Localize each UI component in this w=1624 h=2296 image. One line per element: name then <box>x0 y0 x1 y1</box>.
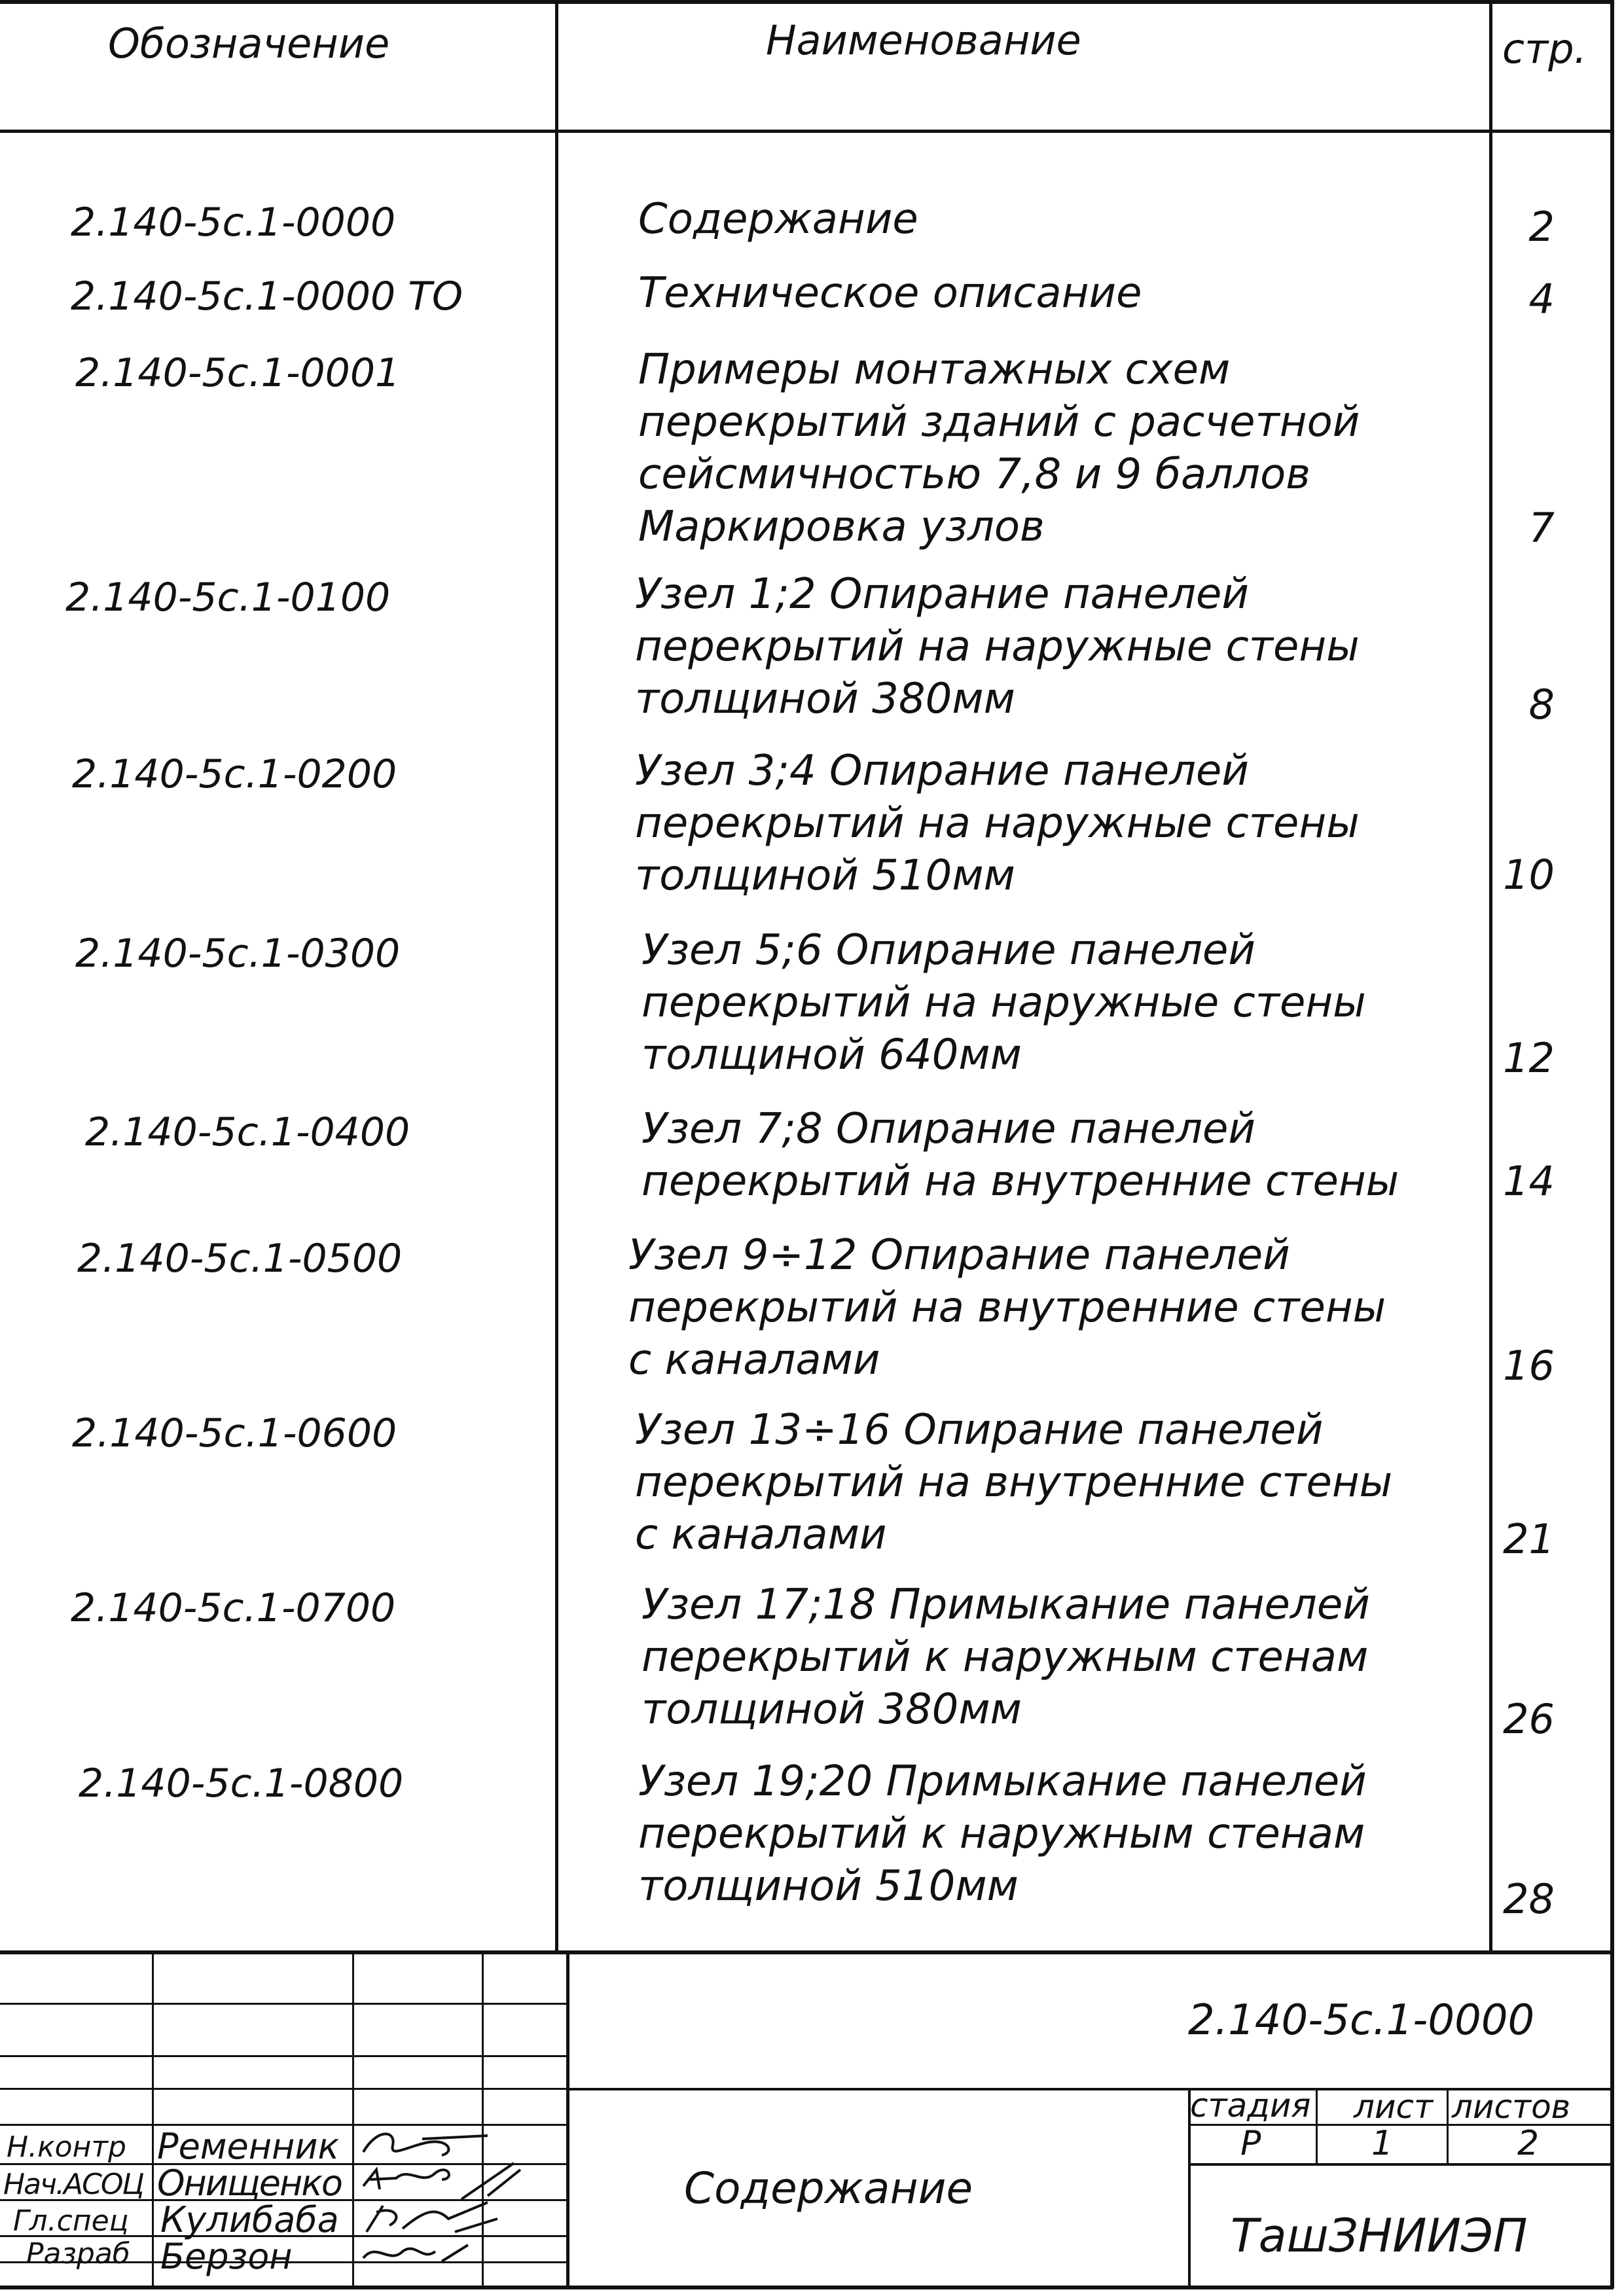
stamp-doc-code: 2.140-5с.1-0000 <box>1188 1996 1535 2045</box>
row-code: 2.140-5с.1-0000 ТО <box>71 274 463 319</box>
stamp-grid-vline <box>352 1952 354 2288</box>
row-page: 12 <box>1503 1034 1555 1082</box>
row-page: 26 <box>1503 1695 1555 1743</box>
row-name-line: Узел 5;6 Опирание панелей <box>641 926 1255 975</box>
row-code: 2.140-5с.1-0500 <box>77 1236 403 1282</box>
frame-top-line <box>0 0 1614 4</box>
row-name <box>635 568 1486 725</box>
header-page: стр. <box>1502 25 1587 73</box>
header-bottom-line <box>0 130 1614 133</box>
row-code: 2.140-5с.1-0400 <box>85 1109 410 1155</box>
row-name <box>638 344 1489 553</box>
col-divider-1 <box>555 0 558 1954</box>
row-name-line: перекрытий на внутренние стены <box>635 1458 1393 1507</box>
row-name-line: перекрытий к наружным стенам <box>641 1633 1369 1681</box>
stamp-sheet-label: лист <box>1354 2088 1434 2126</box>
row-code: 2.140-5с.1-0600 <box>72 1410 397 1456</box>
row-page: 8 <box>1528 681 1555 728</box>
row-name-line: Техническое описание <box>638 269 1142 317</box>
signer-role: Разраб <box>26 2237 130 2270</box>
row-code: 2.140-5с.1-0300 <box>75 931 401 977</box>
row-name-line: Узел 17;18 Примыкание панелей <box>641 1581 1370 1629</box>
stamp-grid-vline <box>152 1952 154 2288</box>
row-name <box>638 193 1489 245</box>
row-page: 16 <box>1503 1342 1555 1390</box>
row-name-line: толщиной 380мм <box>635 675 1015 723</box>
row-page: 10 <box>1503 851 1555 899</box>
row-page: 14 <box>1503 1157 1555 1205</box>
row-name <box>641 1579 1492 1736</box>
row-code: 2.140-5с.1-0700 <box>71 1585 396 1631</box>
frame-bottom-line <box>0 2286 1614 2289</box>
row-name-line: Содержание <box>638 195 918 243</box>
row-page: 7 <box>1528 504 1555 552</box>
header-name: Наименование <box>766 16 1081 64</box>
stamp-sheets-label: листов <box>1452 2088 1571 2126</box>
stamp-sheets-value: 2 <box>1517 2124 1540 2163</box>
row-name <box>641 924 1492 1081</box>
row-name <box>628 1229 1479 1386</box>
header-designation: Обозначение <box>108 20 390 67</box>
stamp-title: Содержание <box>684 2163 973 2214</box>
row-name-line: перекрытий на наружные стены <box>635 799 1360 848</box>
stamp-info-vline <box>1316 2088 1318 2164</box>
row-name-line: перекрытий к наружным стенам <box>638 1810 1365 1858</box>
signer-role: Н.контр <box>7 2130 126 2164</box>
stamp-stage-label: стадия <box>1190 2087 1311 2125</box>
row-page: 2 <box>1528 203 1555 251</box>
signature-4 <box>357 2238 475 2268</box>
stamp-info-line <box>1188 2163 1614 2166</box>
row-name-line: Узел 1;2 Опирание панелей <box>635 570 1249 619</box>
row-name-line: перекрытий на внутренние стены <box>641 1157 1399 1206</box>
signer-role: Нач.АСОЦ <box>3 2168 143 2201</box>
row-page: 21 <box>1503 1515 1555 1563</box>
row-code: 2.140-5с.1-0000 <box>71 200 396 245</box>
stamp-info-vline <box>1447 2088 1449 2164</box>
row-name-line: толщиной 510мм <box>638 1862 1019 1910</box>
row-name-line: толщиной 380мм <box>641 1685 1022 1734</box>
row-name-line: с каналами <box>628 1336 880 1384</box>
row-name-line: Узел 7;8 Опирание панелей <box>641 1105 1255 1153</box>
stamp-org: ТашЗНИИЭП <box>1231 2209 1528 2263</box>
row-code: 2.140-5с.1-0200 <box>72 751 397 797</box>
stamp-sheet-value: 1 <box>1371 2124 1394 2163</box>
signature-1 <box>357 2126 501 2165</box>
row-name-line: Маркировка узлов <box>638 503 1045 551</box>
row-name-line: толщиной 510мм <box>635 852 1015 900</box>
stamp-stage-value: Р <box>1240 2124 1261 2163</box>
row-name-line: с каналами <box>635 1511 887 1559</box>
row-code: 2.140-5с.1-0100 <box>65 575 391 620</box>
row-page: 28 <box>1503 1875 1555 1923</box>
signer-name: Ременник <box>157 2126 340 2167</box>
row-name-line: толщиной 640мм <box>641 1031 1022 1079</box>
row-name-line: перекрытий на наружные стены <box>635 622 1360 671</box>
row-name-line: Узел 3;4 Опирание панелей <box>635 747 1249 795</box>
row-name <box>638 1755 1489 1912</box>
table-bottom-line <box>0 1950 1614 1954</box>
row-name-line: Узел 19;20 Примыкание панелей <box>638 1757 1367 1806</box>
row-name-line: Узел 9÷12 Опирание панелей <box>628 1231 1290 1280</box>
signer-role: Гл.спец <box>13 2204 129 2238</box>
row-name <box>635 1404 1486 1561</box>
row-name-line: Примеры монтажных схем <box>638 346 1231 394</box>
row-name-line: перекрытий на наружные стены <box>641 978 1366 1027</box>
row-page: 4 <box>1528 275 1555 323</box>
row-code: 2.140-5с.1-0001 <box>75 350 401 396</box>
signature-3 <box>357 2199 507 2238</box>
row-name-line: перекрытий на внутренние стены <box>628 1283 1386 1332</box>
signer-name: Онищенко <box>157 2162 342 2204</box>
row-code: 2.140-5с.1-0800 <box>79 1761 404 1806</box>
row-name-line: перекрытий зданий с расчетной <box>638 398 1360 446</box>
row-name <box>641 1103 1492 1208</box>
row-name-line: Узел 13÷16 Опирание панелей <box>635 1406 1324 1454</box>
frame-right-line <box>1610 0 1614 2288</box>
row-name <box>635 745 1486 902</box>
row-name-line: сейсмичностью 7,8 и 9 баллов <box>638 450 1310 499</box>
signer-name: Кулибаба <box>160 2199 339 2240</box>
signer-name: Берзон <box>160 2236 293 2277</box>
row-name <box>638 267 1489 319</box>
